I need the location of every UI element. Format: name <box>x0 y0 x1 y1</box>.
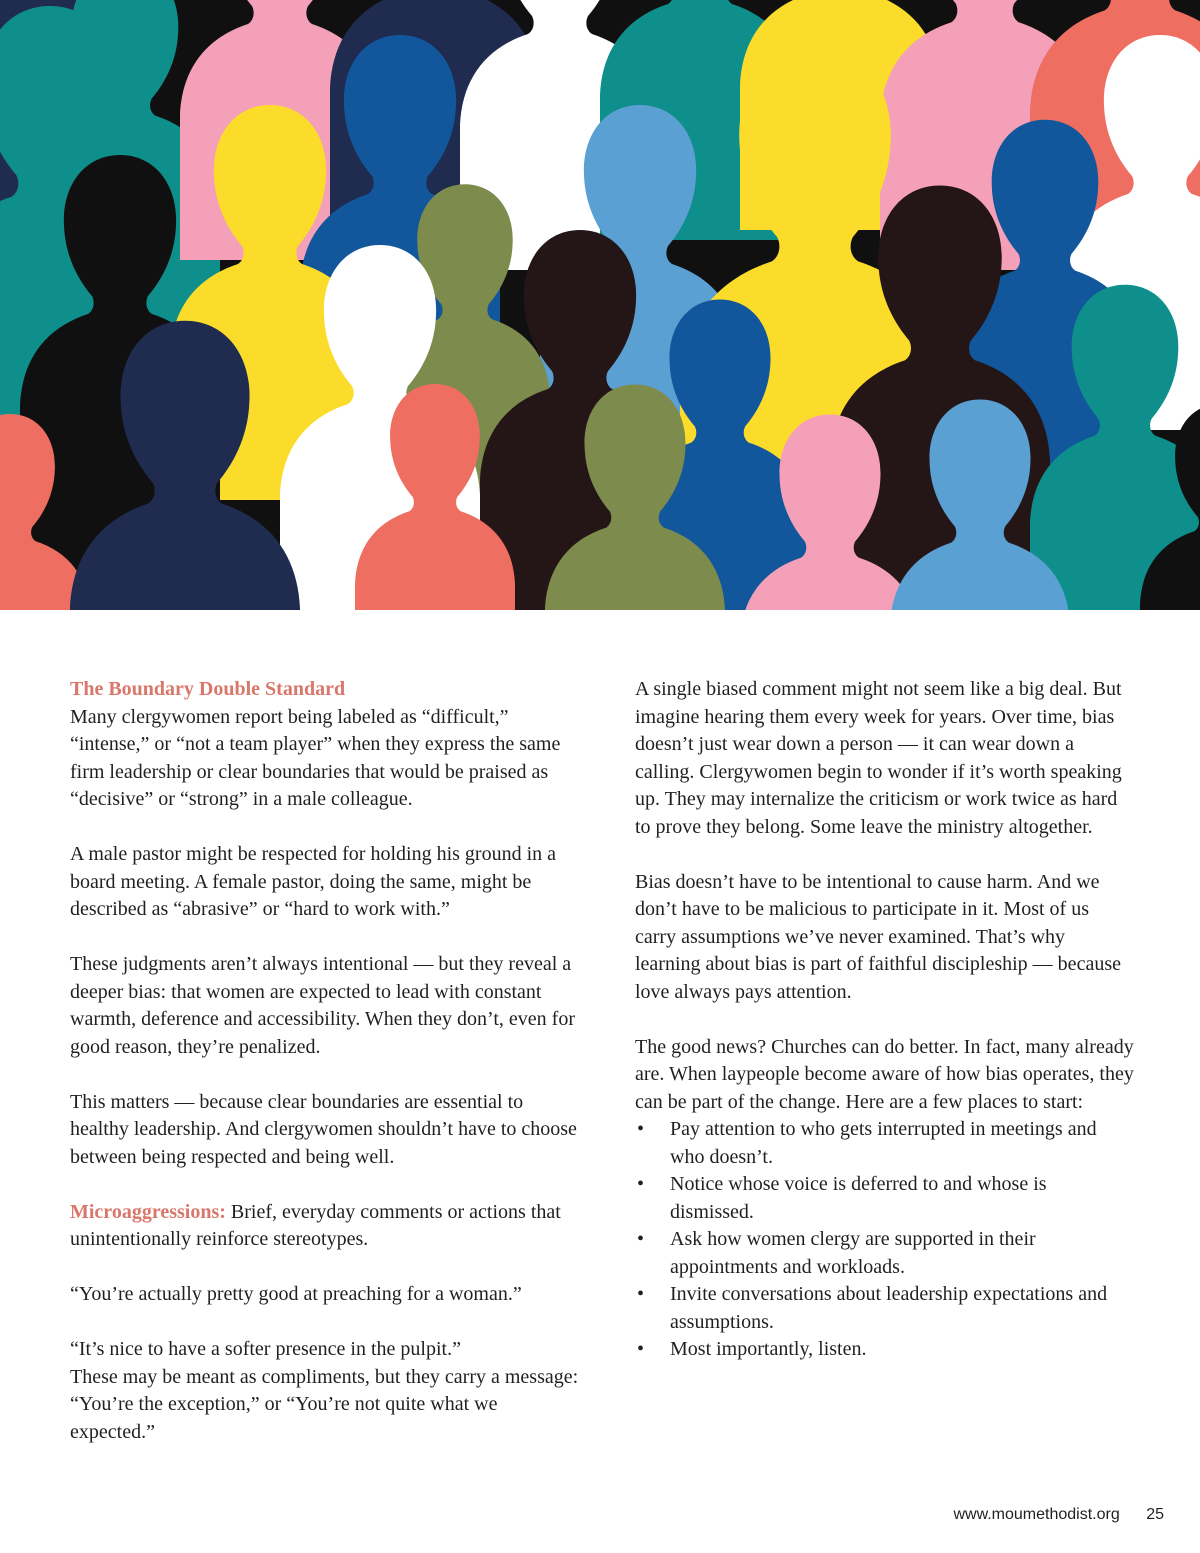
boundary-section <box>70 676 585 814</box>
page-number: 25 <box>1146 1506 1164 1523</box>
action-section <box>635 1034 1135 1364</box>
left-column <box>70 676 585 1474</box>
bullet-list <box>635 1116 1135 1364</box>
bullet-item: • Pay attention to who gets interrupted in meetings and who doesn’t. <box>635 1116 1135 1171</box>
paragraph: These may be meant as compliments, but they carry a message: “You’re the exception,” or “You’re not quite what we expected.” <box>70 1365 579 1443</box>
page-footer <box>953 1506 1164 1524</box>
bullet-item: • Ask how women clergy are supported in their appointments and workloads. <box>635 1226 1135 1281</box>
quote: “It’s nice to have a softer presence in the pulpit.” <box>70 1338 461 1360</box>
paragraph: Bias doesn’t have to be intentional to cause harm. And we don’t have to be malicious to participate in it. Most of us carry assumptions we’ve never examined. That’s why learning about bias is part of faithful discipleship — because love always pays attention. <box>635 870 1121 1003</box>
microaggressions-definition <box>70 1199 585 1254</box>
bullet-item: • Notice whose voice is deferred to and whose is dismissed. <box>635 1171 1135 1226</box>
section-heading: The Boundary Double Standard <box>70 678 346 700</box>
paragraph: A single biased comment might not seem like a big deal. But imagine hearing them every week for years. Over time, bias doesn’t just wear down a person — it can wear down a calling. Clergywomen begin to wonder if it’s worth speaking up. They may internalize the criticism or work twice as hard to prove they belong. Some leave the ministry altogether. <box>635 678 1122 838</box>
bullet-item: • Most importantly, listen. <box>635 1336 1135 1364</box>
term-label: Microaggressions: <box>70 1200 226 1223</box>
paragraph: Many clergywomen report being labeled as “difficult,” “intense,” or “not a team player” when they express the same firm leadership or clear boundaries that would be praised as “decisive” or “strong” in a male colleague. <box>70 705 561 810</box>
paragraph: This matters — because clear boundaries are essential to healthy leadership. And clergywomen shouldn’t have to choose between being respected and being well. <box>70 1090 577 1168</box>
right-column <box>635 676 1135 1364</box>
people-silhouettes-illustration <box>0 0 1200 610</box>
quote: “You’re actually pretty good at preaching for a woman.” <box>70 1283 522 1305</box>
hero-illustration <box>0 0 1200 610</box>
website-link[interactable]: www.moumethodist.org <box>953 1506 1120 1523</box>
term-definition: Brief, everyday comments or actions that unintentionally reinforce stereotypes. <box>70 1200 561 1250</box>
paragraph: The good news? Churches can do better. In fact, many already are. When laypeople become aware of how bias operates, they can be part of the change. Here are a few places to start: <box>635 1035 1134 1113</box>
paragraph: A male pastor might be respected for holding his ground in a board meeting. A female pastor, doing the same, might be described as “abrasive” or “hard to work with.” <box>70 843 557 920</box>
quote-block <box>70 1336 585 1446</box>
bullet-item: • Invite conversations about leadership expectations and assumptions. <box>635 1281 1135 1336</box>
paragraph: These judgments aren’t always intentional — but they reveal a deeper bias: that women are expected to lead with constant warmth, deference and accessibility. When they don’t, even for good reason, they’re penalized. <box>70 953 575 1058</box>
